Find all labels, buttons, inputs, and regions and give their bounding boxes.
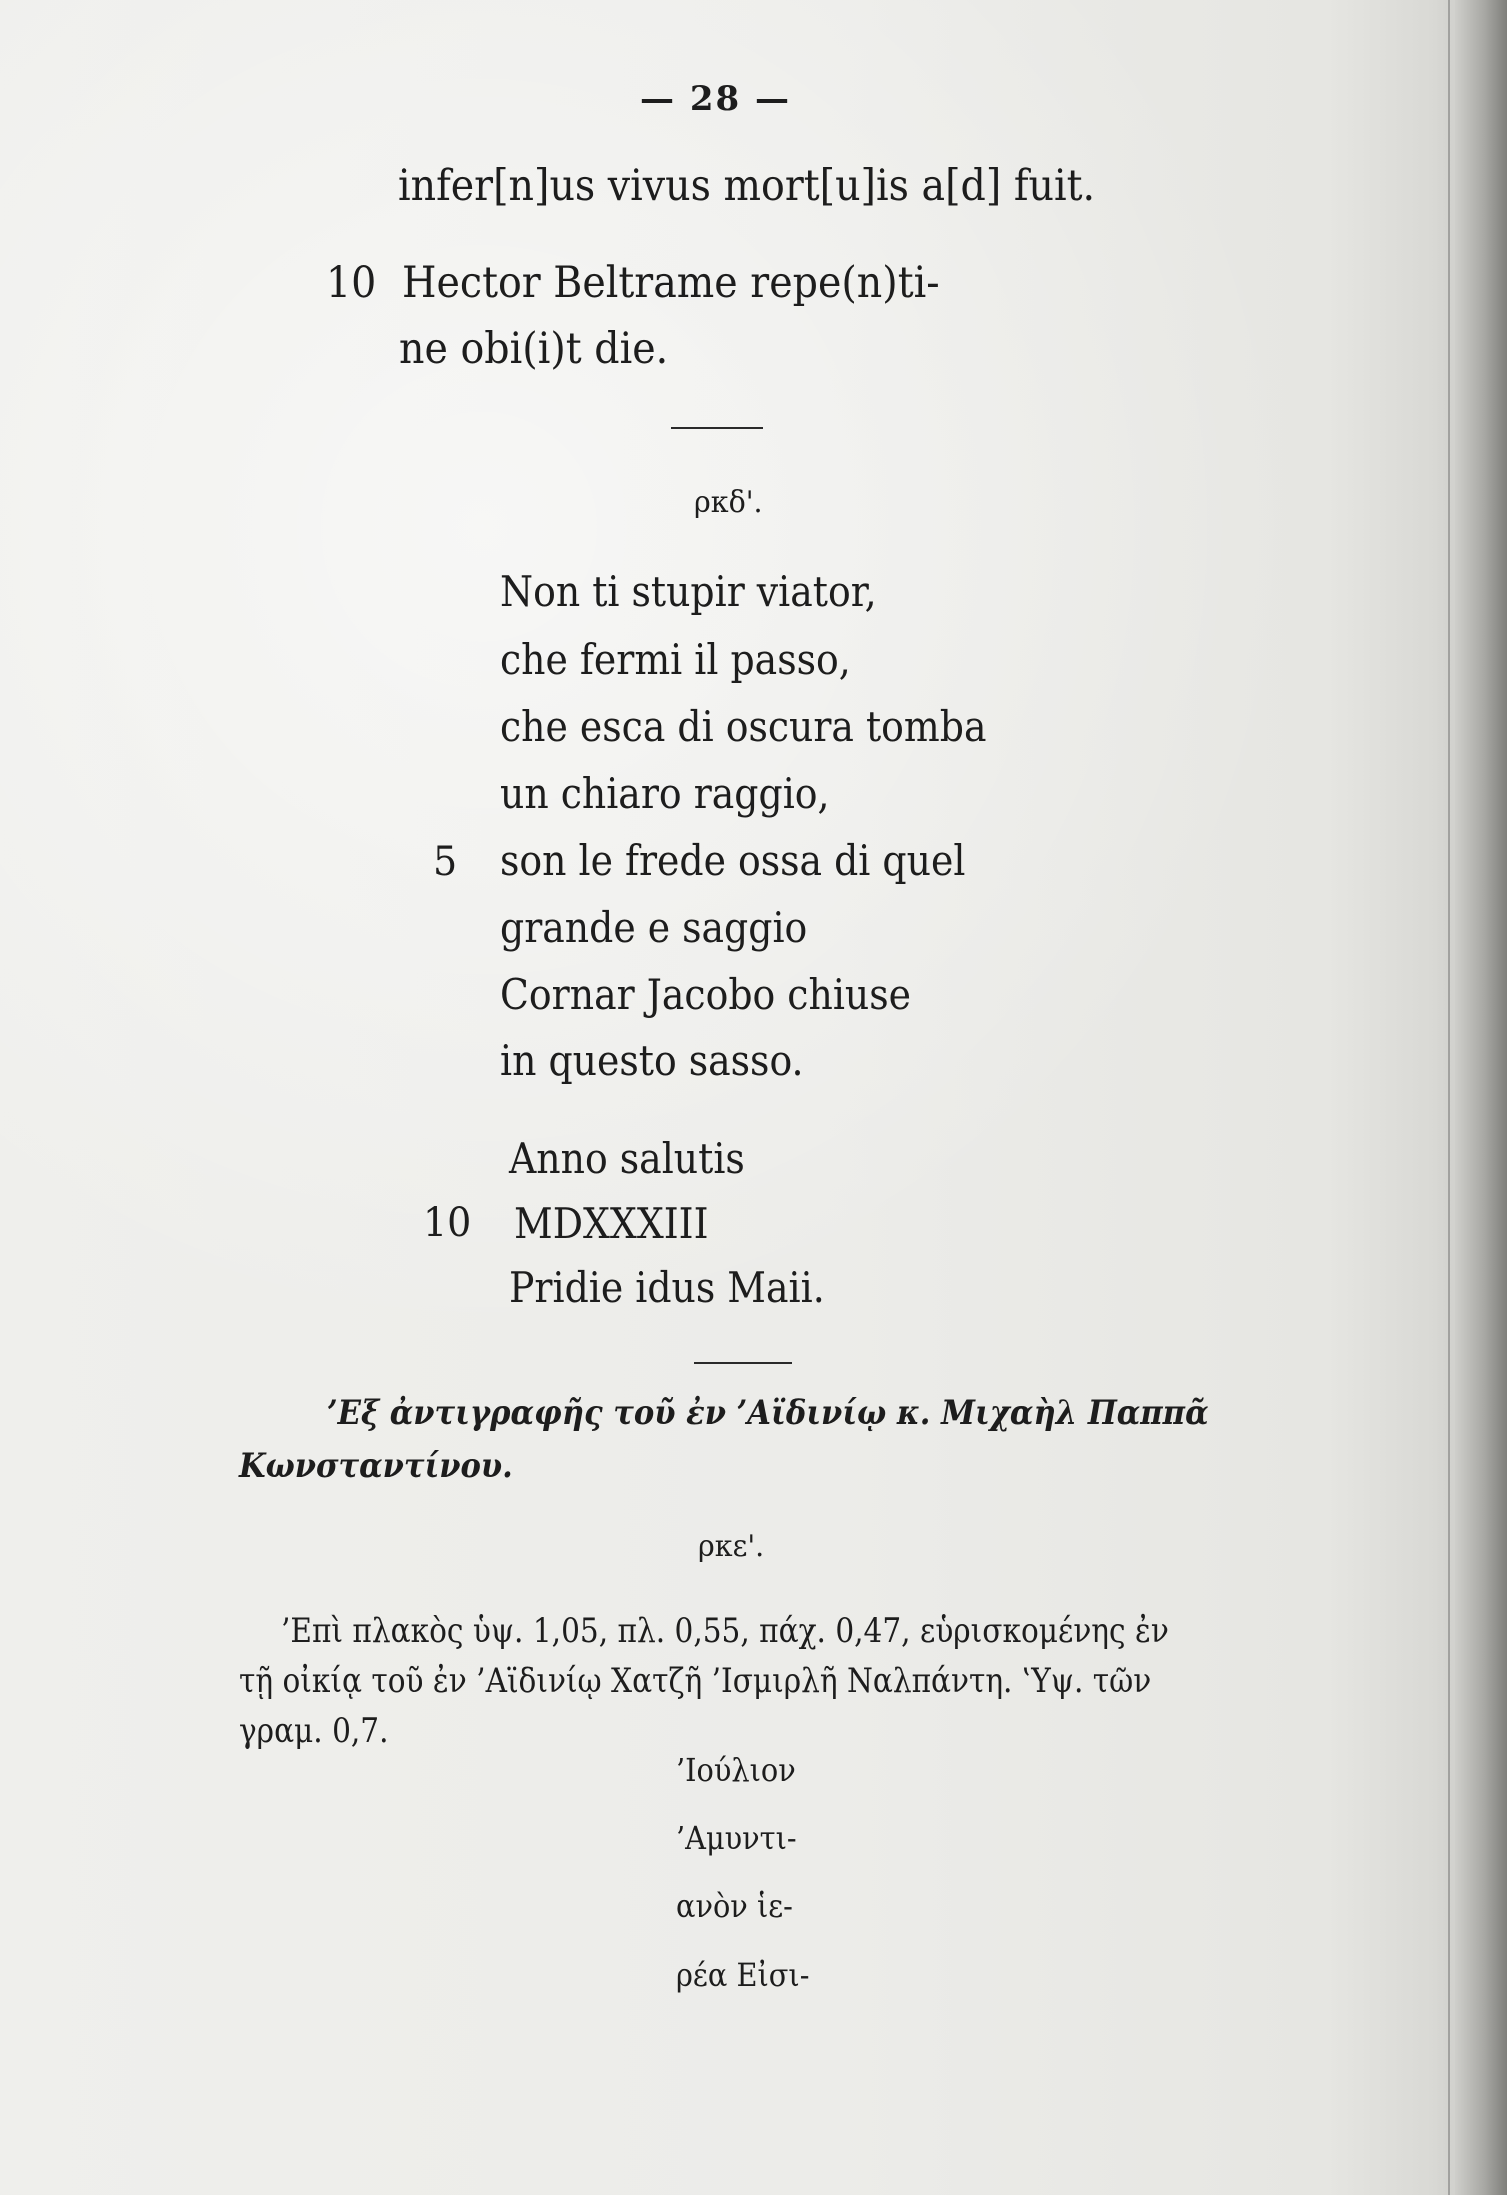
description-line-2: τῇ οἰκίᾳ τοῦ ἐν ’Αϊδινίῳ Χατζῆ ’Ισμιρλῆ Ναλπάντη. ‛Υψ. τῶν <box>239 1661 1152 1701</box>
poem-line-7: Cornar Jacobo chiuse <box>500 970 912 1019</box>
line-number-10-top: 10 <box>326 258 377 308</box>
section-divider-1 <box>671 427 763 429</box>
poem-line-5: son le frede ossa di quel <box>500 836 966 885</box>
inscription-line-4: ρέα Εἰσι- <box>676 1956 810 1994</box>
section-number-125: ρκε'. <box>698 1529 765 1564</box>
latin-line-2: Hector Beltrame repe(n)ti- <box>402 258 940 308</box>
poem-line-6: grande e saggio <box>500 903 808 952</box>
poem-line-8: in questo sasso. <box>500 1036 804 1085</box>
description-line-3: γραμ. 0,7. <box>239 1711 389 1751</box>
poem-line-2: che fermi il passo, <box>500 635 851 684</box>
inscription-line-1: ’Ιούλιον <box>676 1751 796 1789</box>
line-number-10: 10 <box>423 1200 472 1246</box>
poem-line-9: Anno salutis <box>509 1134 745 1183</box>
section-number-124: ρκδ'. <box>694 485 763 520</box>
section-divider-2 <box>694 1362 792 1364</box>
page-edge-shadow <box>1455 0 1507 2195</box>
latin-line-3: ne obi(i)t die. <box>399 324 669 374</box>
page-edge-line <box>1448 0 1450 2195</box>
line-number-5: 5 <box>433 839 458 885</box>
page-number: — 28 — <box>640 79 791 119</box>
description-line-1: ’Επὶ πλακὸς ὑψ. 1,05, πλ. 0,55, πάχ. 0,47, εὑρισκομένης ἐν <box>281 1611 1169 1651</box>
poem-line-4: un chiaro raggio, <box>500 769 830 818</box>
poem-line-3: che esca di oscura tomba <box>500 702 987 751</box>
source-line-1: ’Εξ ἀντιγραφῆς τοῦ ἐν ’Αϊδινίῳ κ. Μιχαὴλ Παππᾶ <box>327 1393 1209 1433</box>
inscription-line-2: ’Αμυντι- <box>676 1819 797 1857</box>
inscription-line-3: ανὸν ἱε- <box>676 1887 793 1925</box>
latin-line-1: infer[n]us vivus mort[u]is a[d] fuit. <box>398 161 1096 211</box>
poem-line-10: MDXXXIII <box>514 1199 709 1248</box>
poem-line-1: Non ti stupir viator, <box>500 567 877 616</box>
poem-line-11: Pridie idus Maii. <box>509 1263 825 1312</box>
source-line-2: Κωνσταντίνου. <box>239 1446 513 1486</box>
